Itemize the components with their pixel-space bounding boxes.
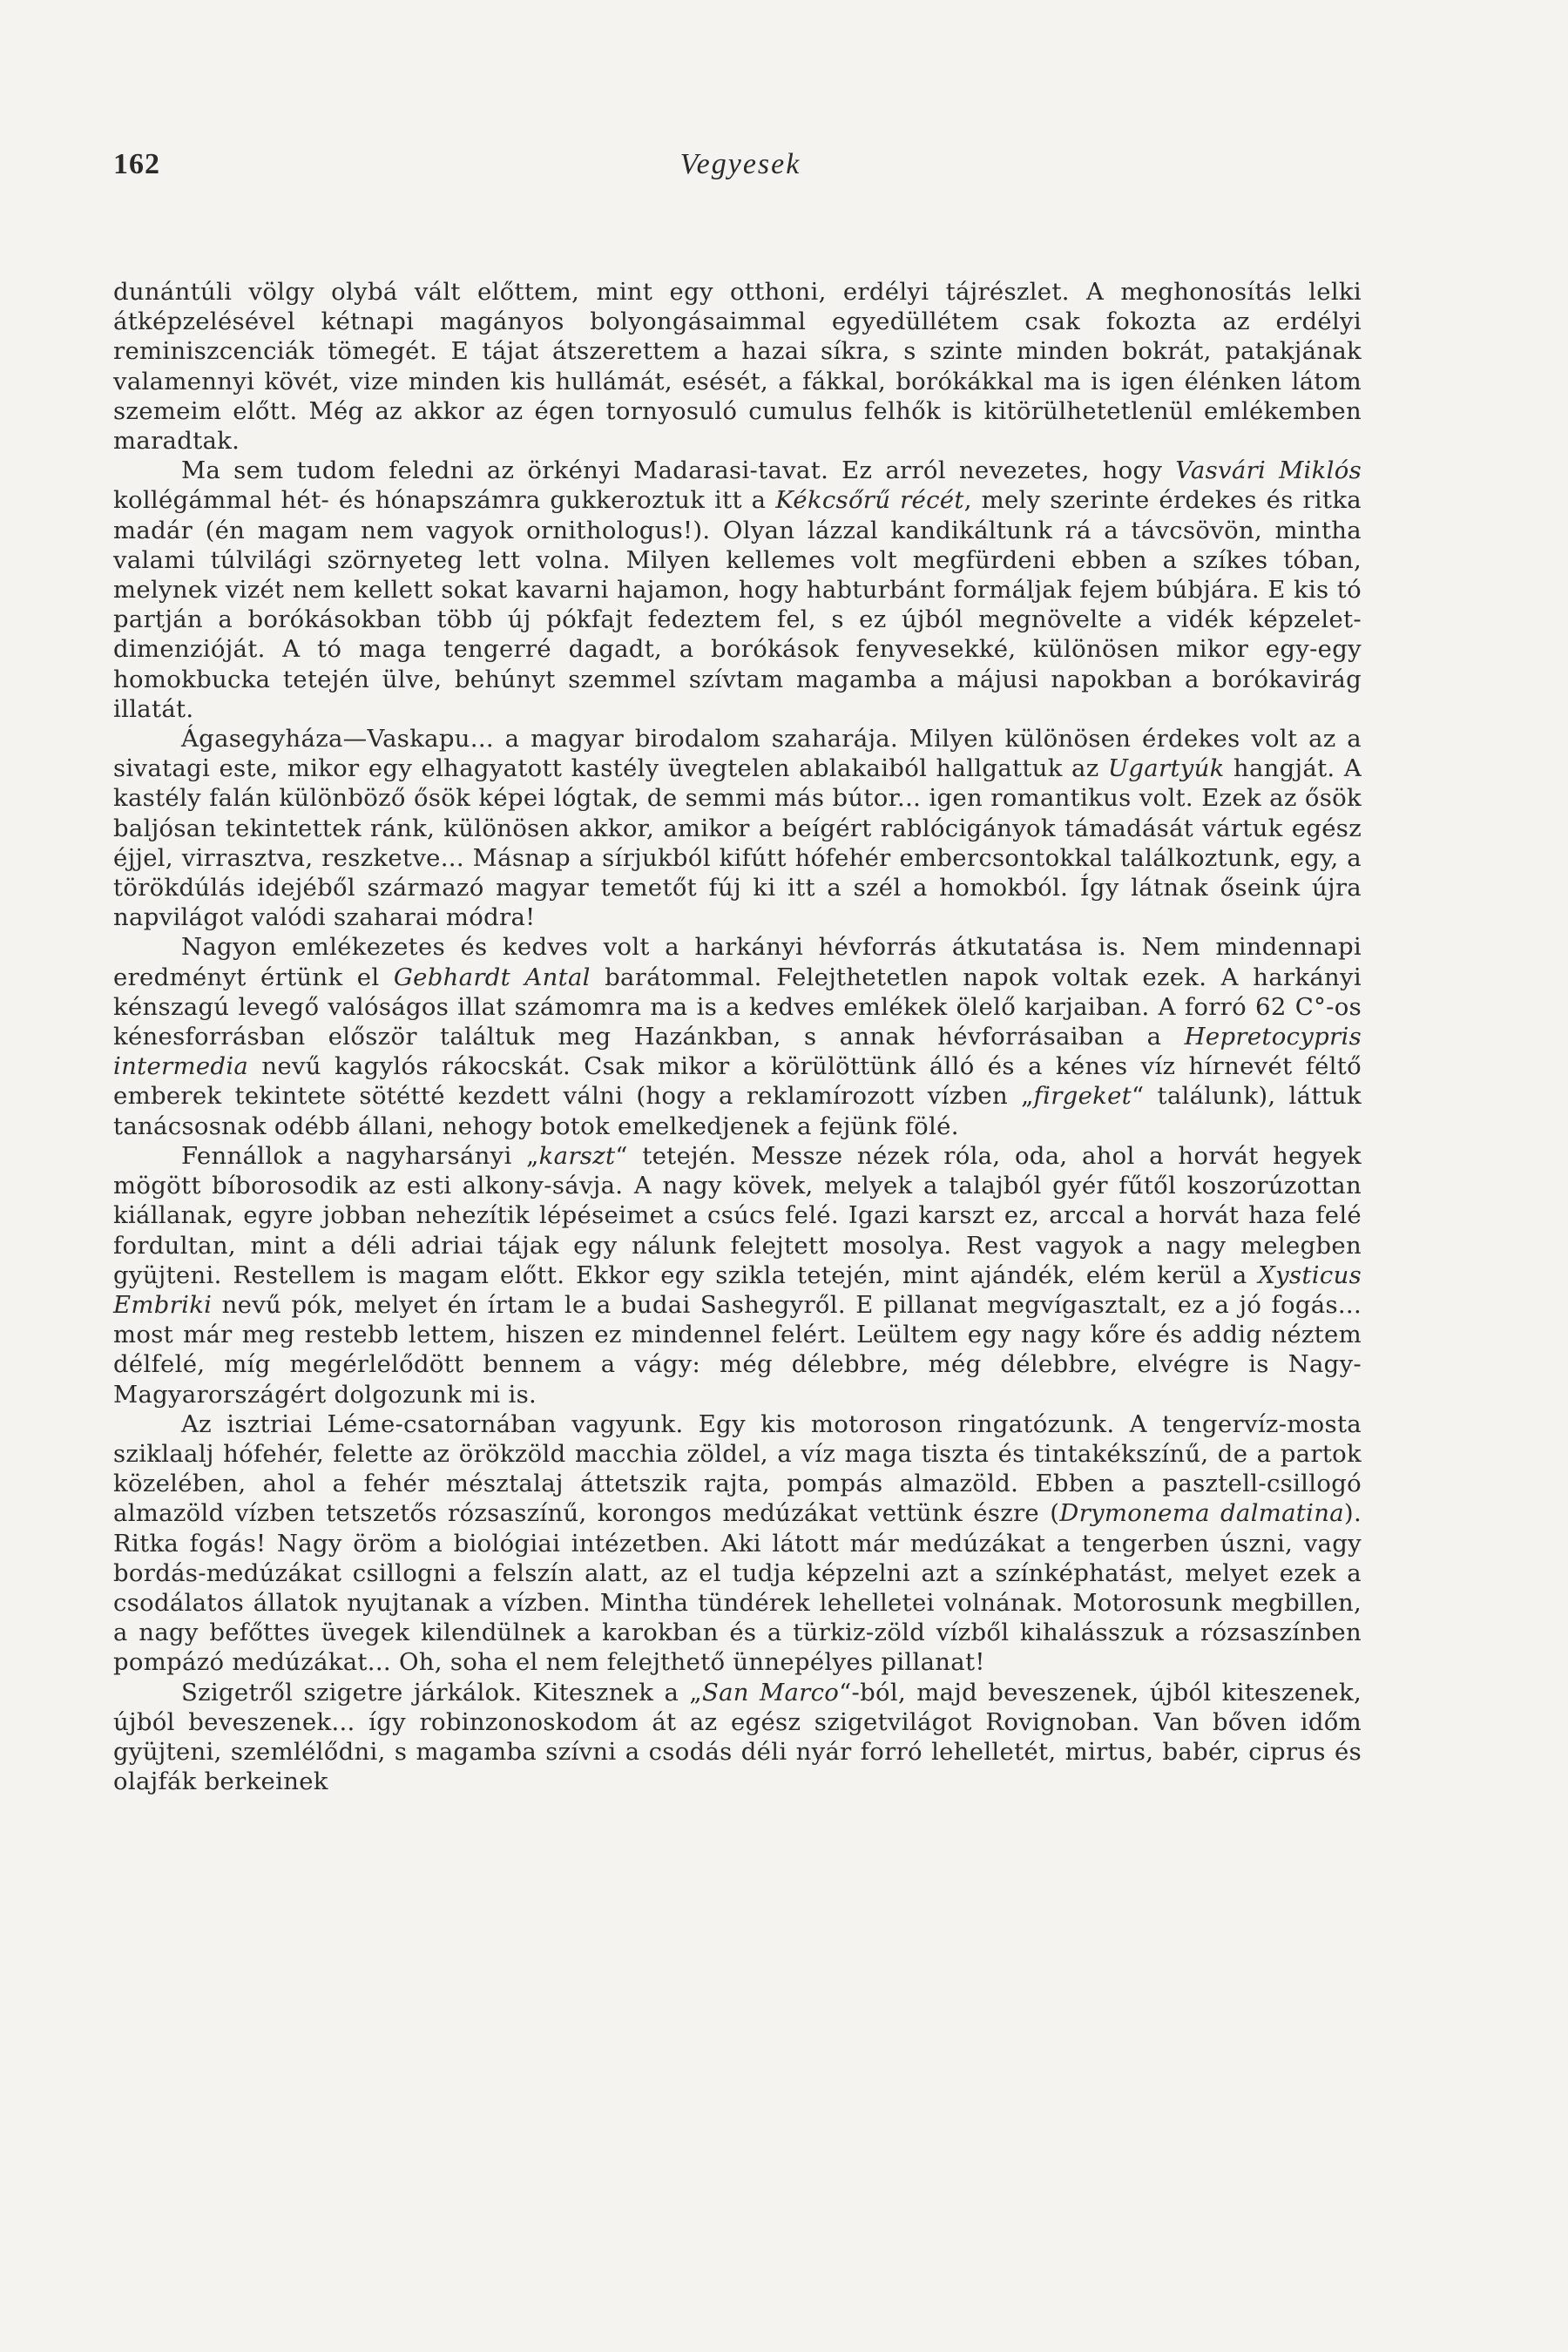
italic-term: Drymonema dalmatina	[1059, 1499, 1344, 1528]
body-text	[113, 277, 1362, 1796]
text-run: kollégámmal hét- és hónapszámra gukkeroztuk itt a	[113, 486, 776, 515]
paragraph	[113, 1409, 1362, 1678]
text-run: Ágasegyháza—Vaskapu... a magyar birodalom szaharája. Milyen különösen érdekes volt az a sivatagi este, mikor egy elhagyatott kastély üvegtelen ablakaiból hallgattuk az	[113, 725, 1362, 783]
paragraph	[113, 277, 1362, 456]
paragraph	[113, 1141, 1362, 1409]
page-number: 162	[113, 148, 160, 180]
paragraph	[113, 456, 1362, 724]
italic-term: Hepretocypris intermedia	[113, 1023, 1362, 1081]
text-run: Nagyon emlékezetes és kedves volt a harkányi hévforrás átkutatása is. Nem mindennapi eredményt értünk el	[113, 933, 1362, 991]
text-run: nevű kagylós rákocskát. Csak mikor a körülöttünk álló és a kénes víz hírnevét féltő emberek tekintete sötétté kezdett válni (hogy a reklamírozott vízben „	[113, 1052, 1362, 1111]
text-run: , mely szerinte érdekes és ritka madár (én magam nem vagyok ornithologus!). Olyan lázzal kandikáltunk rá a távcsövön, mintha valami túlvilági szörnyeteg lett volna. Milyen kellemes volt megfürdeni ebben a szíkes tóban, melynek vizét nem kellett sokat kavarni hajamon, hogy habturbánt formáljak fejem búbjára. E kis tó partján a borókásokban több új pókfajt fedeztem fel, s ez újból megnövelte a vidék képzelet-dimenzióját. A tó maga tengerré dagadt, a borókások fenyvesekké, különösen mikor egy-egy homokbucka tetején ülve, behúnyt szemmel szívtam magamba a májusi napokban a borókavirág illatát.	[113, 486, 1362, 723]
page-header	[113, 148, 1368, 192]
italic-term: Vasvári Miklós	[1175, 456, 1362, 485]
text-run: Az isztriai Léme-csatornában vagyunk. Egy kis motoroson ringatózunk. A tengervíz-mosta sziklaalj hófehér, felette az örökzöld macchia zöldel, a víz maga tiszta és tintakékszínű, de a partok közelében, ahol a fehér mésztalaj áttetszik rajta, pompás almazöld. Ebben a pasztell-csillogó almazöld vízben tetszetős rózsaszínű, korongos medúzákat vettünk észre (	[113, 1409, 1362, 1528]
text-run: “-ból, majd beveszenek, újból kiteszenek, újból beveszenek... így robinzonoskodom át az egész szigetvilágot Rovignoban. Van bőven időm gyüjteni, szemlélődni, s magamba szívni a csodás déli nyár forró lehelletét, mirtus, babér, ciprus és olajfák berkeinek	[113, 1678, 1362, 1796]
text-run: “ tetején. Messze nézek róla, oda, ahol a horvát hegyek mögött bíborosodik az esti alkony-sávja. A nagy kövek, melyek a talajból gyér fűtől koszorúzottan kiállanak, egyre jobban nehezítik lépéseimet a csúcs felé. Igazi karszt ez, arccal a horvát haza felé fordultan, mint a déli adriai tájak egy nálunk felejtett mosolya. Rest vagyok a nagy melegben gyüjteni. Restellem is magam előtt. Ekkor egy szikla tetején, mint ajándék, elém kerül a	[113, 1141, 1362, 1289]
italic-term: San Marco	[701, 1678, 840, 1707]
paragraph	[113, 724, 1362, 932]
text-run: dunántúli völgy olybá vált előttem, mint egy otthoni, erdélyi tájrészlet. A meghonosítás lelki átképzelésével kétnapi magányos bolyongásaimmal egyedüllétem csak fokozta az erdélyi reminiszcenciák tömegét. E tájat átszerettem a hazai síkra, s szinte minden bokrát, patakjának valamennyi kövét, vize minden kis hullámát, esését, a fákkal, borókákkal ma is igen élénken látom szemeim előtt. Még az akkor az égen tornyosuló cumulus felhők is kitörülhetetlenül emlékemben maradtak.	[113, 278, 1362, 456]
italic-term: karszt	[538, 1141, 616, 1170]
text-run: ). Ritka fogás! Nagy öröm a biológiai intézetben. Aki látott már medúzákat a tengerben úszni, vagy bordás-medúzákat csillogni a felszín alatt, az el tudja képzelni azt a színképhatást, melyet ezek a csodálatos állatok nyujtanak a vízben. Mintha tündérek lehelletei volnának. Motorosunk megbillen, a nagy befőttes üvegek kilendülnek a karokban és a türkiz-zöld vízből kihalásszuk a rózsaszínben pompázó medúzákat... Oh, soha el nem felejthető ünnepélyes pillanat!	[113, 1499, 1362, 1677]
text-run: “ találunk), láttuk tanácsosnak odébb állani, nehogy botok emelkedjenek a fejünk fölé.	[113, 1082, 1362, 1140]
text-run: hangját. A kastély falán különböző ősök képei lógtak, de semmi más bútor... igen romantikus volt. Ezek az ősök baljósan tekintettek ránk, különösen akkor, amikor a beígért rablócigányok támadását vártuk egész éjjel, virrasztva, reszketve... Másnap a sírjukból kifútt hófehér embercsontokkal találkoztunk, egy, a törökdúlás idejéből származó magyar temetőt fúj ki itt a szél a homokból. Így látnak őseink újra napvilágot valódi szaharai módra!	[113, 754, 1362, 932]
paragraph	[113, 1678, 1362, 1797]
paragraph	[113, 932, 1362, 1140]
text-run: Fennállok a nagyharsányi „	[181, 1141, 539, 1170]
text-run: Szigetről szigetre járkálok. Kitesznek a „	[181, 1678, 702, 1707]
running-title: Vegyesek	[679, 148, 801, 180]
text-run: barátommal. Felejthetetlen napok voltak ezek. A harkányi kénszagú levegő valóságos illat számomra ma is a kedves emlékek ölelő karjaiban. A forró 62 C°-os kénesforrásban először találtuk meg Hazánkban, s annak hévforrásaiban a	[113, 963, 1362, 1051]
text-run: Ma sem tudom feledni az örkényi Madarasi-tavat. Ez arról nevezetes, hogy	[181, 456, 1176, 485]
text-run: nevű pók, melyet én írtam le a budai Sashegyről. E pillanat megvígasztalt, ez a jó fogás... most már meg restebb lettem, hiszen ez mindennel felért. Leültem egy nagy kőre és addig néztem délfelé, míg megérlelődött bennem a vágy: még délebbre, még délebbre, elvégre is Nagy-Magyarországért dolgozunk mi is.	[113, 1290, 1362, 1409]
italic-term: Gebhardt Antal	[393, 963, 591, 991]
italic-term: Kékcsőrű récét	[775, 486, 964, 515]
italic-term: Xysticus Embriki	[113, 1260, 1362, 1319]
italic-term: Ugartyúk	[1107, 754, 1225, 783]
italic-term: firgeket	[1033, 1082, 1132, 1111]
